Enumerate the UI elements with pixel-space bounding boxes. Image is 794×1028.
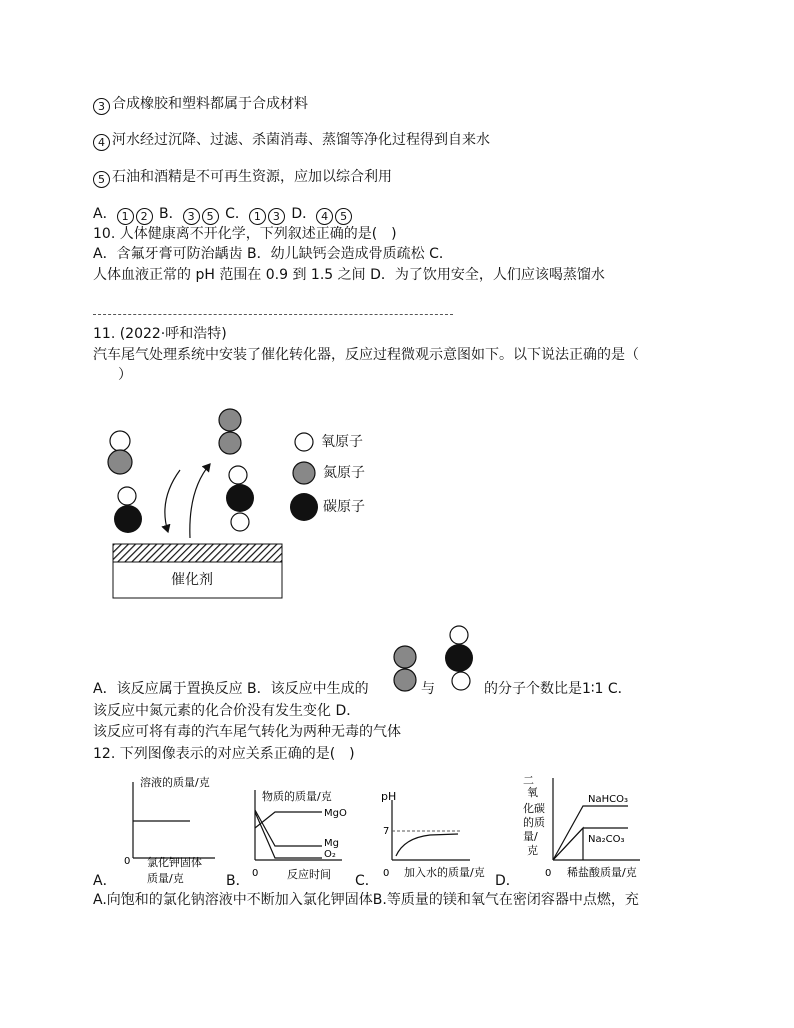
circled-number: 3 bbox=[183, 208, 200, 225]
graph-b-series-mg: Mg bbox=[324, 838, 339, 849]
graph-b-series-o2: O₂ bbox=[324, 849, 336, 860]
q11-option-line1b: 与 bbox=[421, 681, 435, 697]
graph-d-ylabel: 化碳 bbox=[523, 802, 545, 815]
statement-text: 河水经过沉降、过滤、杀菌消毒、蒸馏等净化过程得到自来水 bbox=[112, 132, 490, 148]
q11-source: 11. (2022·呼和浩特) bbox=[93, 326, 227, 342]
graph-c-origin: 0 bbox=[383, 868, 390, 879]
circled-number: 3 bbox=[268, 208, 285, 225]
graph-b bbox=[252, 789, 347, 881]
graph-d-xlabel: 稀盐酸质量/克 bbox=[567, 866, 637, 879]
graph-c-tick-7: 7 bbox=[383, 826, 390, 837]
q12-stem: 12. 下列图像表示的对应关系正确的是( ) bbox=[93, 746, 355, 762]
q12-option-c: C． bbox=[355, 873, 379, 889]
q11-option-line2: 该反应中氮元素的化合价没有发生变化 D． bbox=[93, 703, 361, 719]
q10-options-line1: A．含氟牙膏可防治龋齿 B．幼儿缺钙会造成骨质疏松 C． bbox=[93, 246, 453, 262]
q11-stem-end: ） bbox=[118, 367, 132, 383]
graph-d-ylabel: 氧 bbox=[527, 786, 538, 799]
graph-b-series-mgo: MgO bbox=[324, 808, 347, 819]
graph-c bbox=[381, 790, 485, 879]
q12-option-d: D． bbox=[495, 873, 520, 889]
option-a-label: A． bbox=[93, 206, 117, 222]
circled-number: 5 bbox=[335, 208, 352, 225]
circled-number: 1 bbox=[249, 208, 266, 225]
graph-d-ylabel: 量/ bbox=[523, 830, 538, 843]
legend-oxygen-label: 氧原子 bbox=[321, 434, 363, 450]
q12-explanation-line: A.向饱和的氯化钠溶液中不断加入氯化钾固体B.等质量的镁和氧气在密闭容器中点燃，充 bbox=[93, 892, 639, 908]
circled-number: 2 bbox=[136, 208, 153, 225]
option-c-label: C． bbox=[225, 206, 249, 222]
graph-d-series-nahco3: NaHCO₃ bbox=[588, 794, 628, 805]
graph-a bbox=[124, 775, 215, 885]
q11-option-line1a: A．该反应属于置换反应 B．该反应中生成的 bbox=[93, 681, 369, 697]
graph-a-xlabel1: 氯化钾固体 bbox=[147, 856, 202, 869]
q10-options-line2: 人体血液正常的 pH 范围在 0.9 到 1.5 之间 D．为了饮用安全，人们应该喝蒸馏水 bbox=[93, 267, 605, 283]
graph-d-ylabel: 克 bbox=[527, 844, 538, 857]
q11-stem: 汽车尾气处理系统中安装了催化转化器，反应过程微观示意图如下。以下说法正确的是（ bbox=[93, 347, 639, 363]
q11-option-line1c: 的分子个数比是1∶1 C． bbox=[484, 681, 632, 697]
circled-number: 4 bbox=[316, 208, 333, 225]
circled-number: 5 bbox=[93, 171, 110, 188]
graph-c-curve bbox=[396, 834, 458, 856]
statement-text: 合成橡胶和塑料都属于合成材料 bbox=[112, 96, 308, 112]
graph-d bbox=[523, 774, 640, 879]
graph-b-origin: 0 bbox=[252, 868, 259, 879]
circled-number: 5 bbox=[202, 208, 219, 225]
graph-c-ylabel: pH bbox=[381, 790, 397, 803]
q12-option-a: A． bbox=[93, 873, 117, 889]
graph-d-series-na2co3: Na₂CO₃ bbox=[588, 834, 625, 845]
graph-c-xlabel: 加入水的质量/克 bbox=[404, 866, 485, 879]
graph-b-mg-line bbox=[255, 810, 322, 846]
graph-b-mgo-line bbox=[255, 812, 322, 828]
legend-nitrogen-label: 氮原子 bbox=[323, 465, 365, 481]
statement-text: 石油和酒精是不可再生资源，应加以综合利用 bbox=[112, 169, 392, 185]
option-d-label: D． bbox=[291, 206, 317, 222]
catalyst-label: 催化剂 bbox=[171, 572, 213, 588]
graph-d-ylabel: 二 bbox=[523, 774, 534, 787]
graph-d-ylabel: 的质 bbox=[523, 816, 545, 829]
q11-option-line3: 该反应可将有毒的汽车尾气转化为两种无毒的气体 bbox=[93, 724, 401, 740]
circled-number: 1 bbox=[117, 208, 134, 225]
circled-number: 4 bbox=[93, 134, 110, 151]
graph-a-origin: 0 bbox=[124, 856, 131, 867]
graph-d-nahco3-line bbox=[553, 806, 628, 860]
q12-option-b: B． bbox=[226, 873, 250, 889]
circled-number: 3 bbox=[93, 98, 110, 115]
graph-b-ylabel: 物质的质量/克 bbox=[262, 790, 332, 803]
option-b-label: B． bbox=[159, 206, 183, 222]
graph-a-xlabel2: 质量/克 bbox=[147, 872, 184, 885]
q10-stem: 10. 人体健康离不开化学，下列叙述正确的是( ) bbox=[93, 226, 397, 242]
graph-d-origin: 0 bbox=[545, 868, 552, 879]
legend-carbon-label: 碳原子 bbox=[323, 499, 365, 515]
graph-b-xlabel: 反应时间 bbox=[287, 868, 331, 881]
graph-a-ylabel: 溶液的质量/克 bbox=[140, 776, 210, 789]
graph-b-o2-line bbox=[255, 812, 322, 858]
